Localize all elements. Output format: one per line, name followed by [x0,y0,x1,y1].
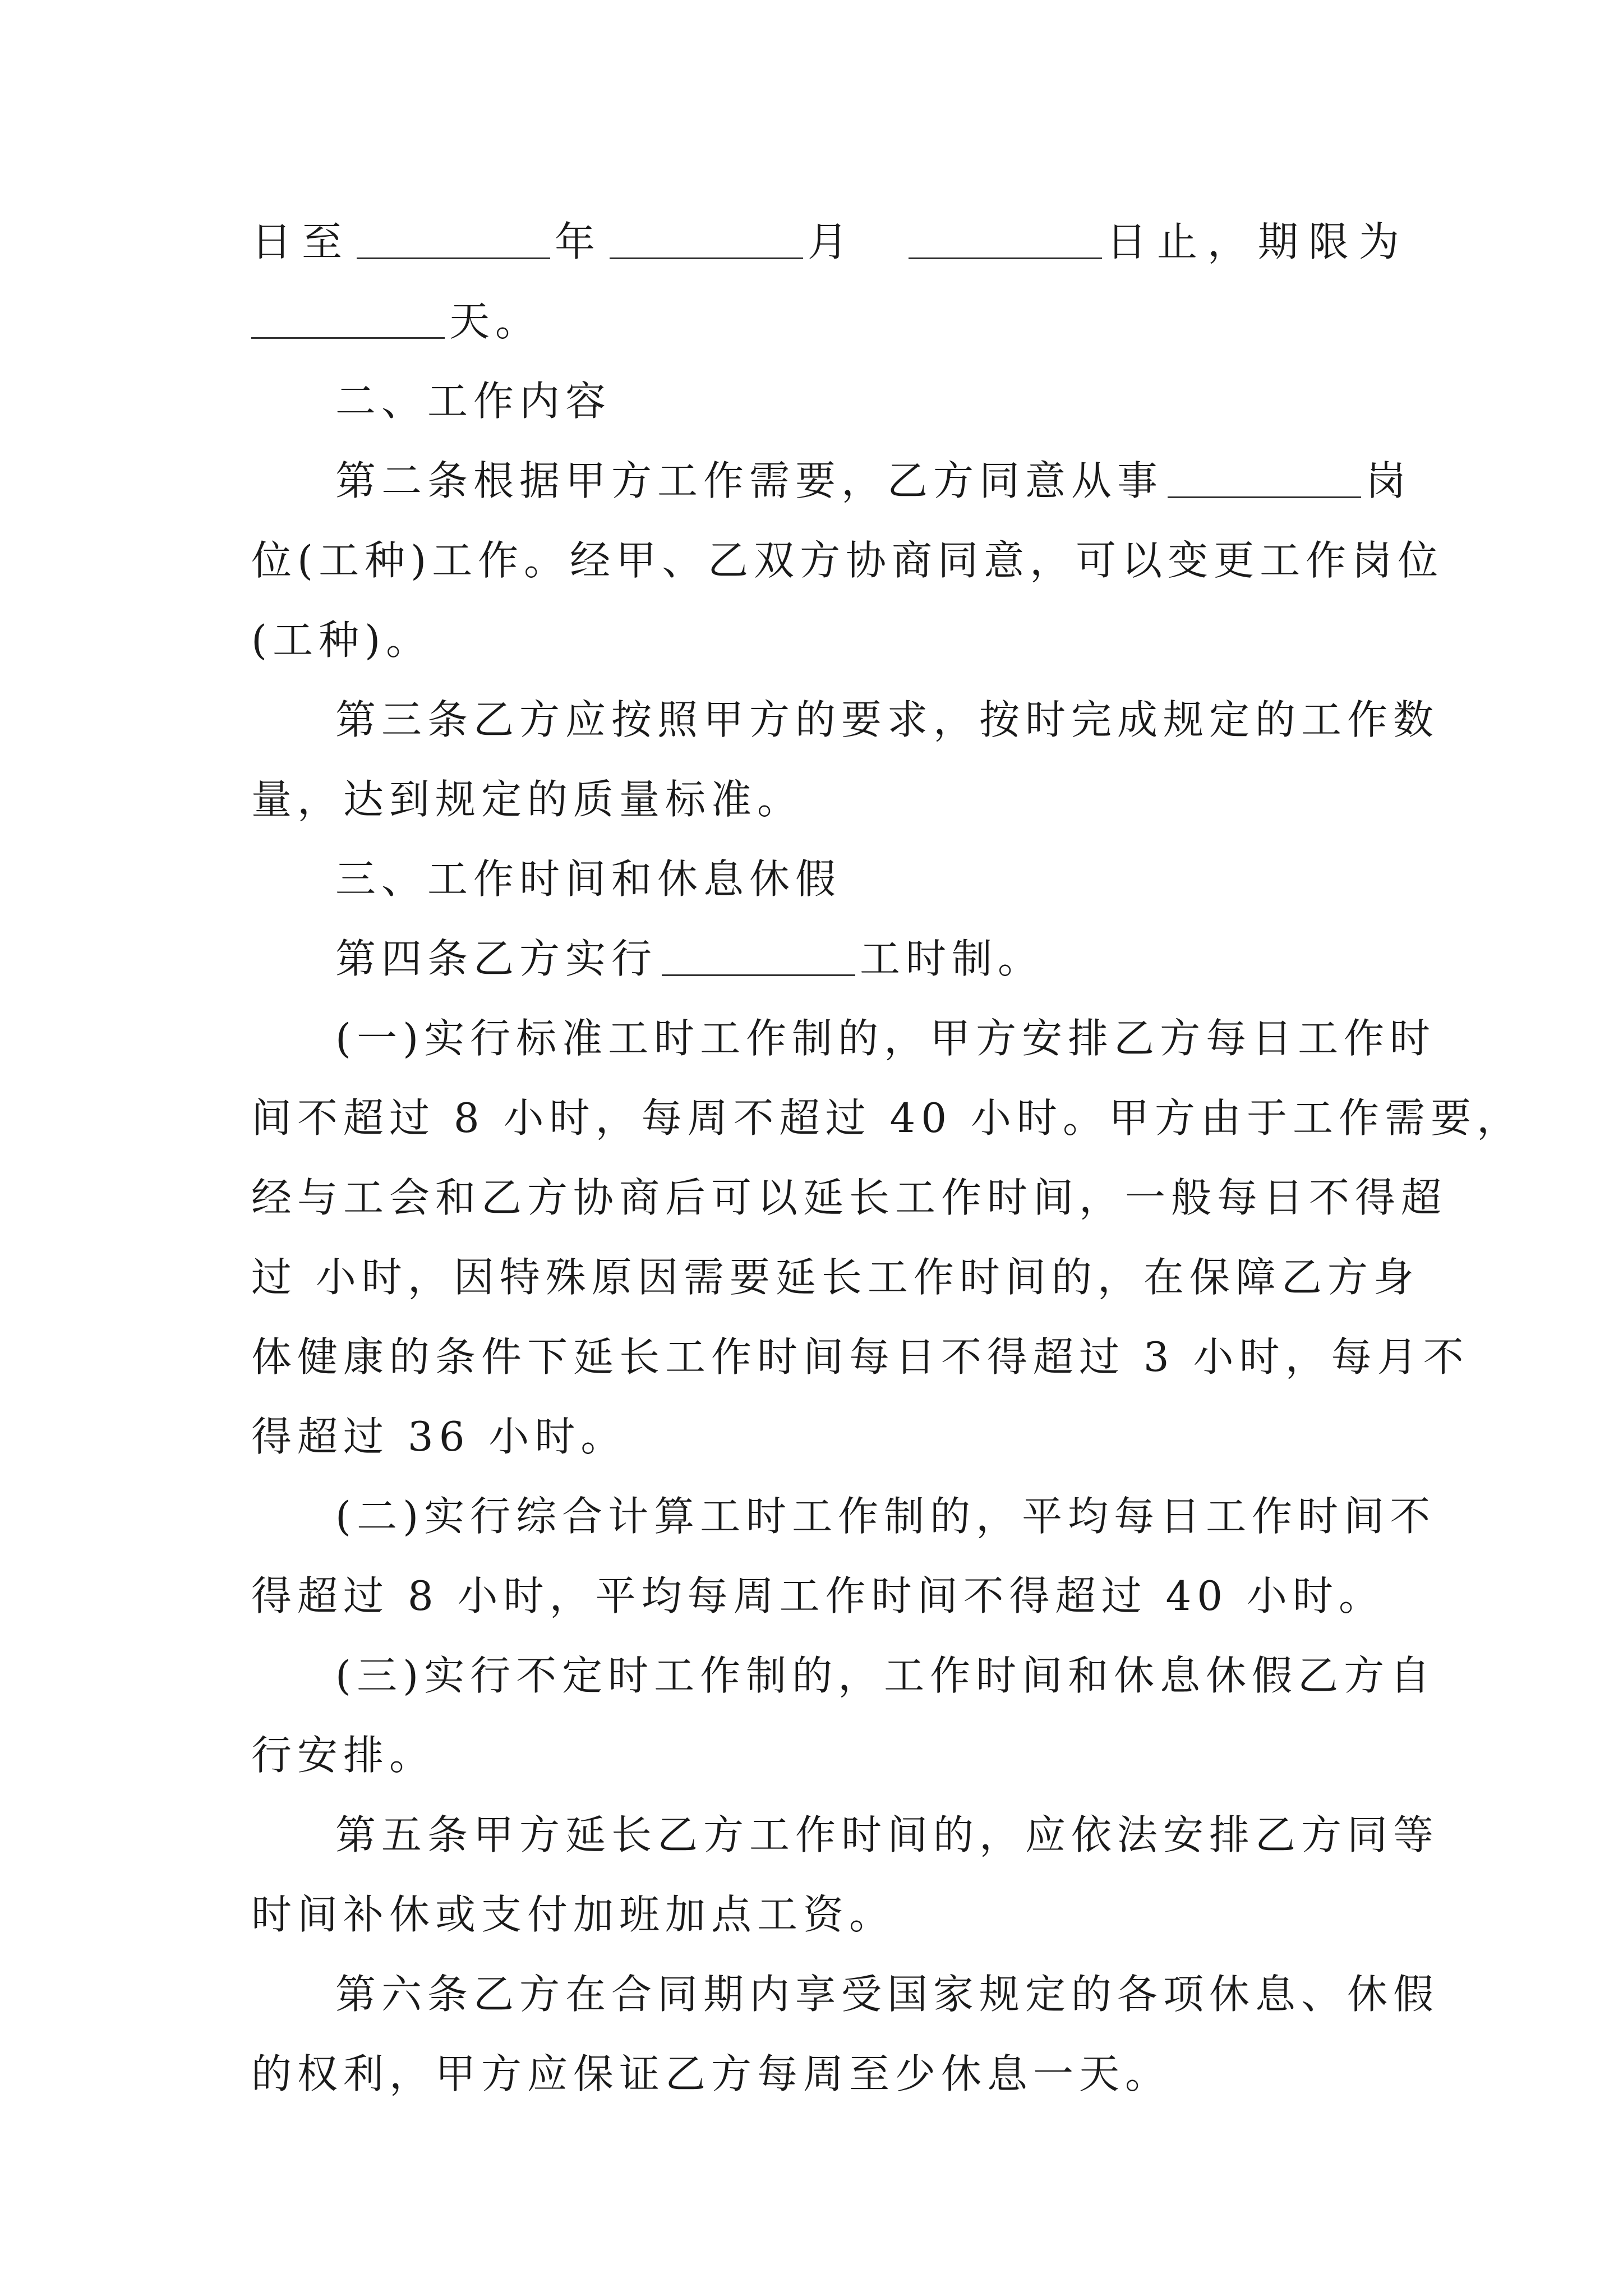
text-segment: 第二条根据甲方工作需要，乙方同意从事 [335,457,1164,504]
text-segment: 工时制。 [860,935,1044,982]
text-line: 的权利，甲方应保证乙方每周至少休息一天。 [251,2050,1172,2097]
text-segment: 日止，期限为 [1106,218,1409,265]
text-line: 经与工会和乙方协商后可以延长工作时间，一般每日不得超 [251,1174,1447,1221]
fill-blank [909,224,1102,259]
text-line: 第五条甲方延长乙方工作时间的，应依法安排乙方同等 [335,1811,1440,1858]
text-line: 量，达到规定的质量标准。 [251,776,804,823]
text-line [251,919,1395,999]
text-line: 第三条乙方应按照甲方的要求，按时完成规定的工作数 [335,696,1440,743]
text-line: (工种)。 [251,616,432,664]
fill-blank [662,941,855,976]
text-line: 时间补休或支付加班加点工资。 [251,1891,896,1938]
text-line: (二)实行综合计算工时工作制的，平均每日工作时间不 [335,1493,1436,1540]
text-line: 间不超过 8 小时，每周不超过 40 小时。甲方由于工作需要， [251,1094,1523,1142]
fill-blank [357,224,550,259]
section-heading: 三、工作时间和休息休假 [335,855,842,903]
fill-blank [1168,463,1361,498]
fill-blank [610,224,803,259]
text-line: (一)实行标准工时工作制的，甲方安排乙方每日工作时 [335,1015,1436,1062]
document-body [251,202,1523,2114]
text-line [251,282,1395,361]
fill-blank [251,303,445,339]
text-line: 位(工种)工作。经甲、乙双方协商同意，可以变更工作岗位 [251,537,1444,584]
text-line [251,441,1412,521]
text-segment: 日至 [251,218,353,265]
text-segment: 年 [555,218,606,265]
text-line: 得超过 8 小时，平均每周工作时间不得超过 40 小时。 [251,1572,1385,1619]
text-line: 得超过 36 小时。 [251,1413,627,1460]
text-line [251,202,1409,282]
text-line: 第六条乙方在合同期内享受国家规定的各项休息、休假 [335,1971,1440,2018]
section-heading: 二、工作内容 [335,378,612,425]
text-line: 体健康的条件下延长工作时间每日不得超过 3 小时，每月不 [251,1333,1469,1381]
text-segment: 月 [808,218,859,265]
text-segment: 第四条乙方实行 [335,935,658,982]
text-line: (三)实行不定时工作制的，工作时间和休息休假乙方自 [335,1652,1436,1699]
text-line: 过 小时，因特殊原因需要延长工作时间的，在保障乙方身 [251,1254,1419,1301]
text-segment: 天。 [449,298,542,345]
text-line: 行安排。 [251,1732,436,1779]
text-segment: 岗 [1366,457,1412,504]
